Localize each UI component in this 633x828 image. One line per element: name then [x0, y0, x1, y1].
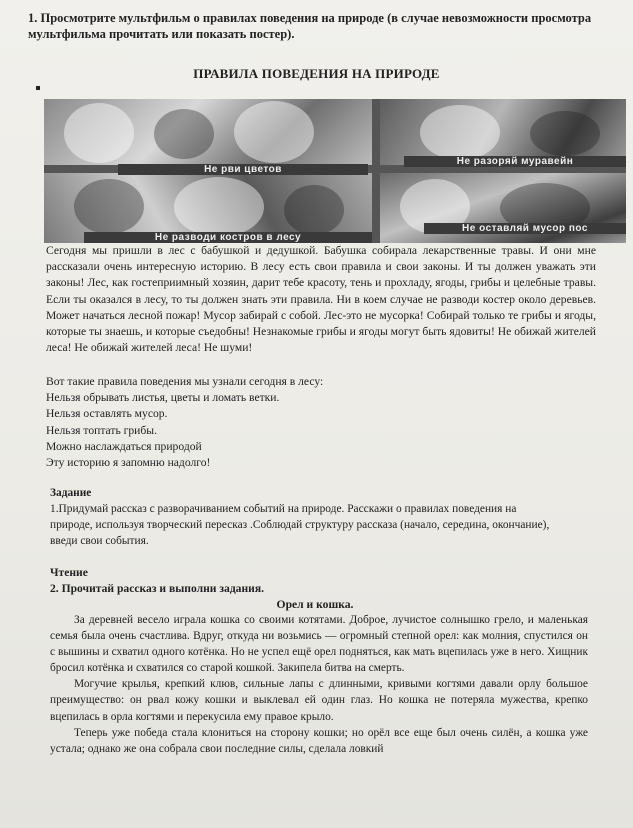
reading-heading: Чтение: [50, 566, 88, 579]
rules-list: [46, 374, 546, 471]
reading-task: 2. Прочитай рассказ и выполни задания.: [50, 582, 265, 595]
poster-caption: Не рви цветов: [118, 164, 368, 175]
forest-story: [46, 243, 596, 356]
poster-caption: Не разводи костров в лесу: [84, 232, 372, 243]
rule-item: Нельзя топтать грибы.: [46, 423, 157, 437]
fable-paragraph: За деревней весело играла кошка со своими котятами. Доброе, лучистое солнышко грело, и маленькая семья была очень счастлива. Вдруг, откуда ни возьмись — огромный степной орел: как молния, спустился он с вышины и схватил одного котёнка. Но не успел ещё орел подняться, как мать вцепилась уже в него. Хищник бросил котёнка и схватился со старой кошкой. Закипела битва на смерть.: [50, 614, 588, 675]
story-text: Сегодня мы пришли в лес с бабушкой и дедушкой. Бабушка собирала лекарственные травы. И они мне рассказали очень интересную историю. В лесу есть свои правила и свои законы. И ты должен уважать эти законы! Лес, как гостеприимный хозяин, дарит тебе красоту, тень и прохладу, ягоды, грибы и целебные травы. Если ты оказался в лесу, то ты должен знать эти правила. Ни в коем случае не разводи костер около деревьев. Может начаться лесной пожар! Мусор забирай с собой. Лес-это не мусорка! Собирай только те грибы и ягоды, которые ты знаешь, и которые съедобны! Незнакомые грибы и ягоды могут быть ядовиты! Не обижай жителей леса! Не обижай жителей леса! Не шуми!: [46, 244, 596, 355]
poster-image: [44, 99, 626, 243]
fable-paragraph: Теперь уже победа стала клониться на сторону кошки; но орёл все еще был очень силён, а кошка уже устала; однако же она собрала свои последние силы, сделала ловкий: [50, 726, 588, 755]
fable-paragraph: Могучие крылья, крепкий клюв, сильные лапы с длинными, кривыми когтями давали орлу большое преимущество: он рвал кожу кошки и выклевал ей один глаз. Но кошка не потеряла мужества, крепко вцепилась в орла когтями и перекусила ему правое крыло.: [50, 678, 588, 723]
bullet-mark: [36, 86, 40, 90]
rule-item: Можно наслаждаться природой: [46, 439, 202, 453]
task-1-instruction: 1. Просмотрите мультфильм о правилах поведения на природе (в случае невозможности просмотра мультфильма прочитать или показать постер).: [28, 11, 592, 41]
rule-item: Нельзя оставлять мусор.: [46, 407, 168, 421]
poster-panel-flowers: [44, 99, 372, 165]
poster-caption: Не разоряй муравейн: [404, 156, 626, 167]
rules-intro: Вот такие правила поведения мы узнали сегодня в лесу:: [46, 375, 324, 388]
poster-caption: Не оставляй мусор пос: [424, 223, 626, 234]
assignment-text: 1.Придумай рассказ с разворачиванием событий на природе. Расскажи о правилах поведения на природе, используя творческий пересказ .Соблюдай структуру рассказа (начало, середина, окончание), введи свои события.: [50, 503, 550, 547]
rule-item: Нельзя обрывать листья, цветы и ломать ветки.: [46, 391, 280, 405]
fable-title: Орел и кошка.: [276, 598, 354, 611]
fable-text: [50, 612, 588, 757]
reading-section: [50, 565, 590, 613]
assignment-heading: Задание: [50, 487, 92, 499]
rule-item: Эту историю я запомню надолго!: [46, 456, 211, 470]
assignment-section: [50, 485, 560, 549]
poster-title: ПРАВИЛА ПОВЕДЕНИЯ НА ПРИРОДЕ: [193, 66, 440, 81]
